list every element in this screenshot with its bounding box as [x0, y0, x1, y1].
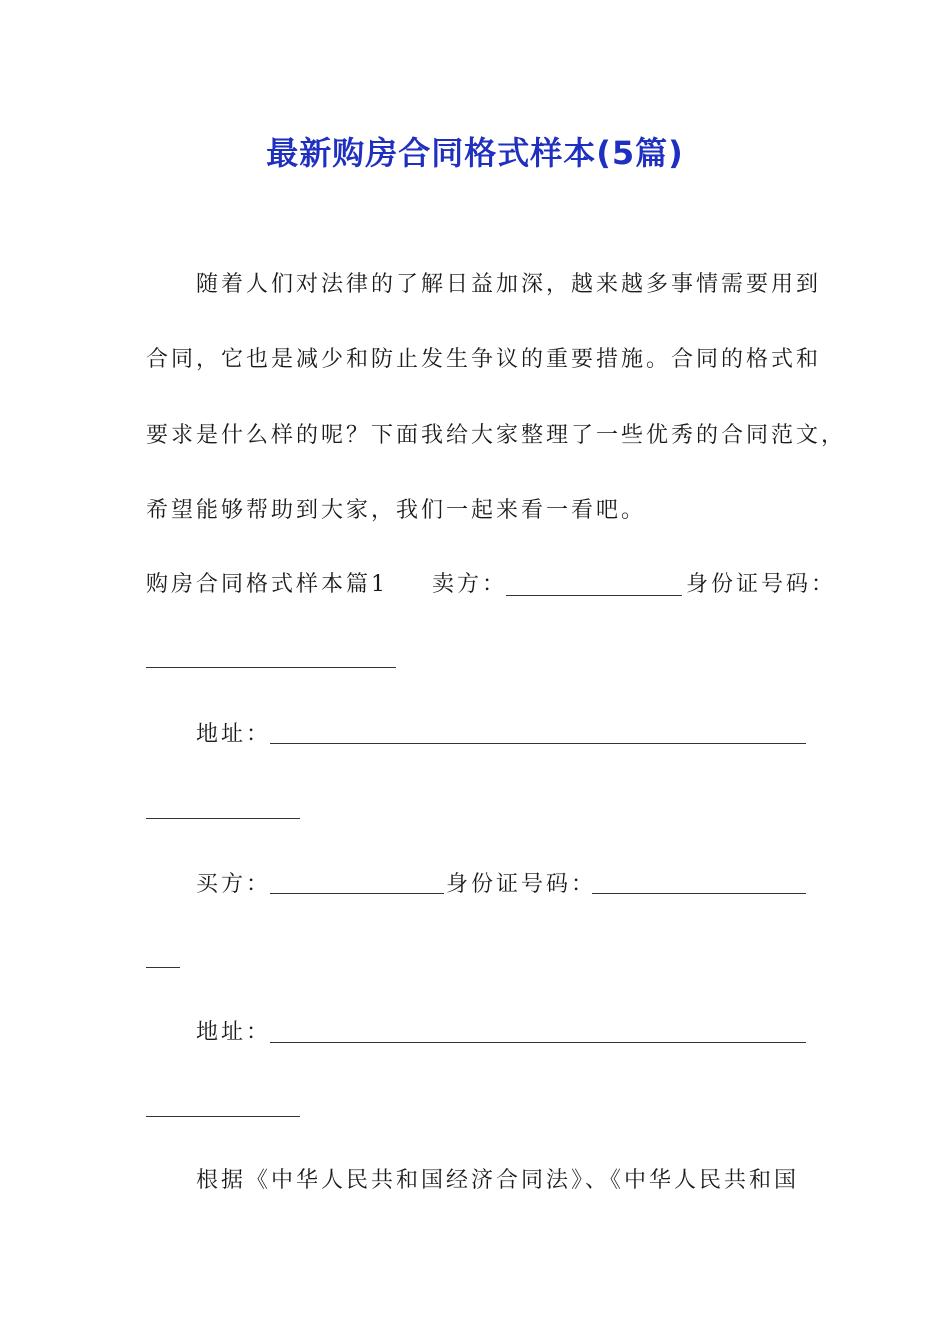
seller-address-blank-2[interactable]	[146, 818, 300, 819]
seller-address-label: 地址：	[196, 722, 272, 747]
seller-id-label: 身份证号码：	[686, 572, 837, 597]
buyer-address-blank-1[interactable]	[270, 1042, 806, 1043]
section-heading: 购房合同格式样本篇1	[146, 572, 388, 597]
intro-line-2: 合同，它也是减少和防止发生争议的重要措施。合同的格式和	[146, 347, 822, 372]
intro-line-3: 要求是什么样的呢？下面我给大家整理了一些优秀的合同范文，	[146, 423, 847, 448]
buyer-address-label: 地址：	[196, 1020, 272, 1045]
buyer-label: 买方：	[196, 872, 272, 897]
buyer-id-label: 身份证号码：	[446, 872, 597, 897]
seller-address-blank-1[interactable]	[270, 743, 806, 744]
seller-id-blank[interactable]	[146, 667, 396, 668]
buyer-name-blank[interactable]	[270, 893, 444, 894]
seller-name-blank[interactable]	[506, 595, 682, 596]
buyer-id-blank-2[interactable]	[146, 967, 180, 968]
intro-line-1: 随着人们对法律的了解日益加深，越来越多事情需要用到	[196, 272, 822, 297]
intro-line-4: 希望能够帮助到大家，我们一起来看一看吧。	[146, 498, 647, 523]
document-title: 最新购房合同格式样本(5篇)	[266, 134, 684, 172]
buyer-address-blank-2[interactable]	[146, 1116, 300, 1117]
legal-basis-line: 根据《中华人民共和国经济合同法》、《中华人民共和国	[196, 1168, 800, 1193]
seller-label: 卖方：	[432, 572, 508, 597]
buyer-id-blank-1[interactable]	[592, 893, 806, 894]
